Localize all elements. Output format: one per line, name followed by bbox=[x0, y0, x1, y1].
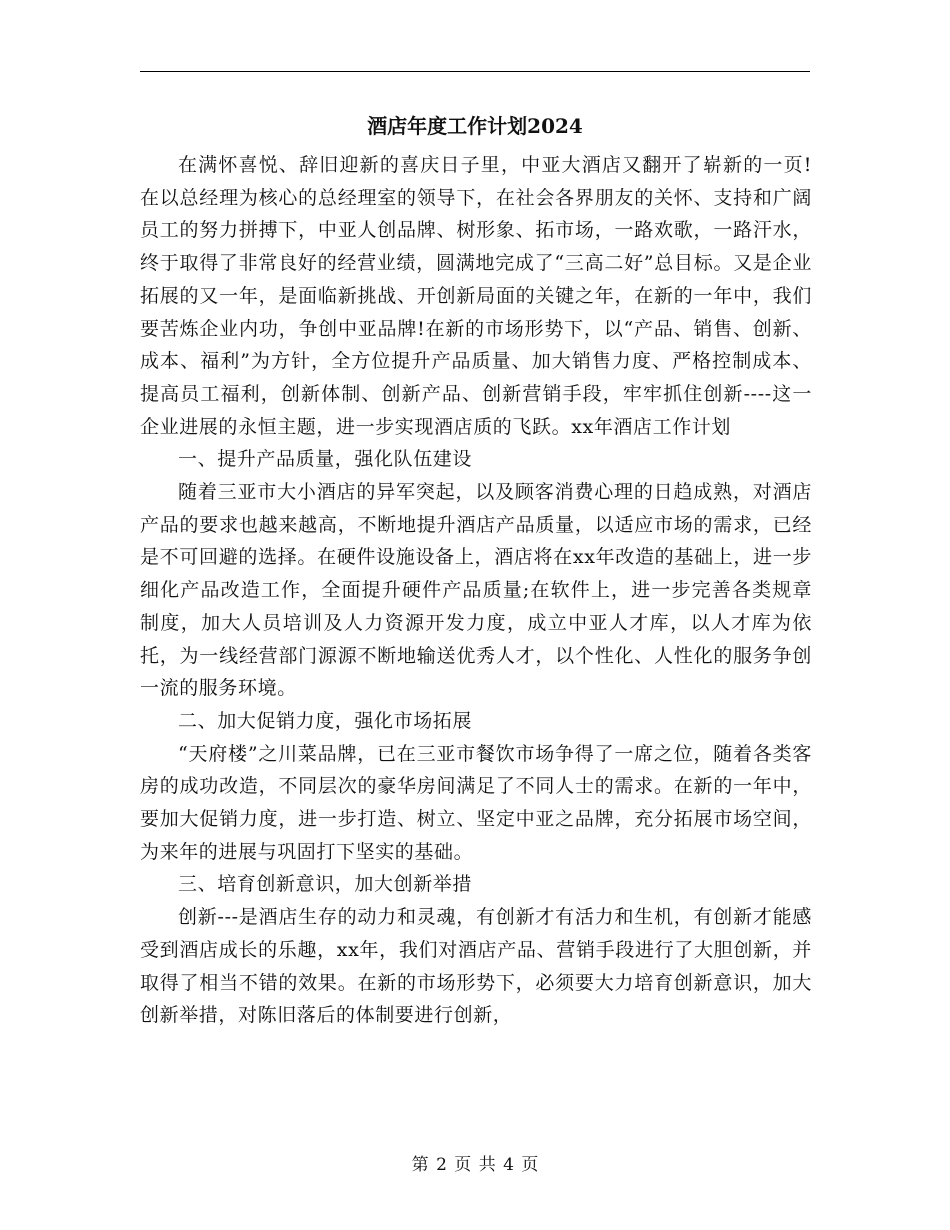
section-2-paragraph: “天府楼”之川菜品牌，已在三亚市餐饮市场争得了一席之位，随着各类客房的成功改造，不同层次的豪华房间满足了不同人士的需求。在新的一年中，要加大促销力度，进一步打造、树立、坚定中亚之品牌，充分拓展市场空间，为来年的进展与巩固打下坚实的基础。 bbox=[140, 742, 812, 863]
intro-paragraph: 在满怀喜悦、辞旧迎新的喜庆日子里，中亚大酒店又翻开了崭新的一页!在以总经理为核心的总经理室的领导下，在社会各界朋友的关怀、支持和广阔员工的努力拼搏下，中亚人创品牌、树形象、拓市场，一路欢歌，一路汗水，终于取得了非常良好的经营业绩，圆满地完成了“三高二好”总目标。又是企业拓展的又一年，是面临新挑战、开创新局面的关键之年，在新的一年中，我们要苦炼企业内功，争创中亚品牌!在新的市场形势下，以“产品、销售、创新、成本、福利”为方针，全方位提升产品质量、加大销售力度、严格控制成本、提高员工福利，创新体制、创新产品、创新营销手段，牢牢抓住创新----这一企业进展的永恒主题，进一步实现酒店质的飞跃。xx年酒店工作计划 bbox=[140, 154, 812, 438]
section-3-paragraph: 创新---是酒店生存的动力和灵魂，有创新才有活力和生机，有创新才能感受到酒店成长的乐趣，xx年，我们对酒店产品、营销手段进行了大胆创新，并取得了相当不错的效果。在新的市场形势下，必须要大力培育创新意识，加大创新举措，对陈旧落后的体制要进行创新， bbox=[140, 906, 812, 1027]
section-heading-3: 三、培育创新意识，加大创新举措 bbox=[178, 873, 473, 896]
document-body bbox=[140, 149, 812, 1032]
section-heading-1: 一、提升产品质量，强化队伍建设 bbox=[178, 448, 473, 471]
section-heading-2: 二、加大促销力度，强化市场拓展 bbox=[178, 709, 473, 732]
header-rule bbox=[140, 71, 810, 72]
document-title: 酒店年度工作计划2024 bbox=[367, 114, 583, 138]
page-number-footer: 第 2 页 共 4 页 bbox=[411, 1155, 539, 1175]
section-1-paragraph: 随着三亚市大小酒店的异军突起，以及顾客消费心理的日趋成熟，对酒店产品的要求也越来越高，不断地提升酒店产品质量，以适应市场的需求，已经是不可回避的选择。在硬件设施设备上，酒店将在xx年改造的基础上，进一步细化产品改造工作，全面提升硬件产品质量;在软件上，进一步完善各类规章制度，加大人员培训及人力资源开发力度，成立中亚人才库，以人才库为依托，为一线经营部门源源不断地输送优秀人才，以个性化、人性化的服务争创一流的服务环境。 bbox=[140, 481, 812, 700]
